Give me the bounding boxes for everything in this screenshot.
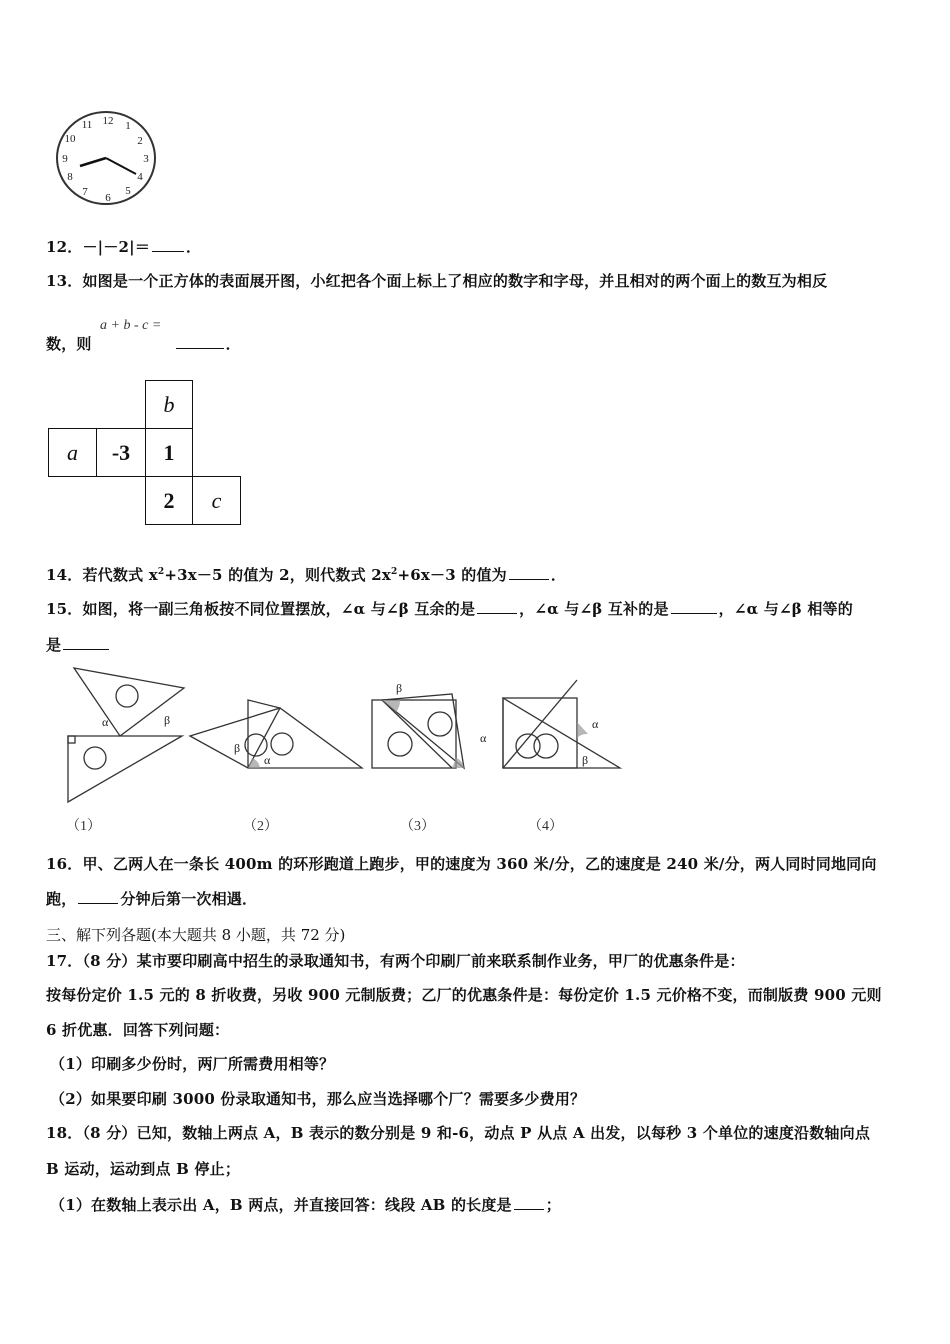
expression-a-plus-b-minus-c: a + b - c = <box>100 318 162 333</box>
clock-figure <box>52 108 162 212</box>
fig1-circle-top <box>116 685 138 707</box>
net-face-b: b <box>145 380 193 429</box>
clock-numeral: 11 <box>81 119 93 131</box>
question-16-line1: 16．甲、乙两人在一条长 400m 的环形跑道上跑步，甲的速度为 360 米/分，乙的速度是 240 米/分，两人同时同地同向 <box>46 855 877 873</box>
answer-blank <box>514 1195 544 1210</box>
clock-hour-hand <box>80 158 106 166</box>
fig3-circle-right <box>428 712 452 736</box>
question-17-line1: 17．（8 分）某市要印刷高中招生的录取通知书，有两个印刷厂前来联系制作业务，甲厂的优惠条件是： <box>46 952 745 970</box>
clock-minute-hand <box>106 158 136 174</box>
fig4-cross-line <box>503 680 577 768</box>
fig1-triangle-bottom <box>68 736 182 802</box>
question-17-sub1: （1）印刷多少份时，两厂所需费用相等？ <box>50 1055 335 1073</box>
clock-numeral: 4 <box>137 171 143 183</box>
question-17-line3: 6 折优惠．回答下列问题： <box>46 1021 230 1039</box>
fig4-alpha-arc <box>577 722 588 738</box>
net-face-2: 2 <box>145 476 193 525</box>
net-face-c: c <box>192 476 241 525</box>
answer-blank <box>78 889 118 904</box>
question-13-line1: 13．如图是一个正方体的表面展开图，小红把各个面上标上了相应的数字和字母，并且相对的两个面上的数互为相反 <box>46 272 828 290</box>
figure-caption-3: （3） <box>400 819 435 834</box>
fig4-circle-right <box>534 734 558 758</box>
fig2-triangle-large <box>190 708 362 768</box>
fig1-right-angle <box>68 736 75 743</box>
net-face-a: a <box>48 428 97 477</box>
fig4-alpha-label: α <box>592 717 599 731</box>
fig1-beta-label: β <box>164 713 171 727</box>
clock-numeral: 5 <box>125 185 131 197</box>
clock-numeral: 9 <box>62 153 68 165</box>
clock-numeral: 10 <box>64 133 76 145</box>
clock-numeral: 3 <box>143 153 149 165</box>
question-15-line2: 是 <box>46 634 111 655</box>
triangle-figures <box>60 660 630 810</box>
fig2-beta-label: β <box>234 741 241 755</box>
fig3-beta-label: β <box>396 681 403 695</box>
question-17-line2: 按每份定价 1.5 元的 8 折收费，另收 900 元制版费；乙厂的优惠条件是：每份定价 1.5 元价格不变，而制版费 900 元则 <box>46 986 882 1004</box>
answer-blank <box>477 599 517 614</box>
figure-caption-2: （2） <box>243 819 278 834</box>
fig4-beta-label: β <box>582 753 589 767</box>
answer-blank <box>509 565 549 580</box>
fig3-square <box>372 700 456 768</box>
question-18-line1: 18．（8 分）已知，数轴上两点 A，B 表示的数分别是 9 和-6，动点 P 从点 A 出发，以每秒 3 个单位的速度沿数轴向点 <box>46 1124 871 1142</box>
answer-blank <box>152 237 184 252</box>
answer-blank <box>176 334 224 349</box>
clock-numeral: 8 <box>67 171 73 183</box>
answer-blank <box>63 635 109 650</box>
question-15-line1: 15．如图，将一副三角板按不同位置摆放，∠α 与∠β 互余的是 ，∠α 与∠β 互补的是 ，∠α 与∠β 相等的 <box>46 600 853 618</box>
question-14: 14．若代数式 $x^2+3x-5$ 的值为 2，则代数式 $2x^2+6x-3$ 的值为 ． <box>46 566 567 584</box>
question-16-line2: 跑， 分钟后第一次相遇． <box>46 890 258 908</box>
figure-caption-4: （4） <box>528 819 563 834</box>
fig3-alpha-label: α <box>480 731 487 745</box>
question-13-line2: 数，则 ． <box>46 335 241 353</box>
answer-blank <box>671 599 717 614</box>
fig1-alpha-label: α <box>102 715 109 729</box>
fig4-triangle <box>503 698 620 768</box>
net-face-1: 1 <box>145 428 193 477</box>
fig2-circle-right <box>271 733 293 755</box>
question-12: 12．－|－2|＝ ． <box>46 238 202 256</box>
fig4-square <box>503 698 577 768</box>
clock-numeral: 12 <box>102 115 114 127</box>
fig3-circle-left <box>388 732 412 756</box>
figure-caption-1: （1） <box>66 819 101 834</box>
clock-numeral: 1 <box>125 120 131 132</box>
question-18-sub1: （1）在数轴上表示出 A，B 两点，并直接回答：线段 AB 的长度是 ； <box>50 1196 561 1214</box>
fig3-beta-arc <box>382 700 400 712</box>
fig2-alpha-label: α <box>264 753 271 767</box>
net-face-minus3: -3 <box>96 428 146 477</box>
clock-numeral: 7 <box>82 186 88 198</box>
fig2-alpha-arc <box>248 758 260 768</box>
question-18-line2: B 运动，运动到点 B 停止； <box>46 1160 241 1178</box>
fig1-circle-bottom <box>84 747 106 769</box>
clock-numeral: 2 <box>137 135 143 147</box>
clock-numeral: 6 <box>105 192 111 204</box>
question-17-sub2: （2）如果要印刷 3000 份录取通知书，那么应当选择哪个厂？需要多少费用？ <box>50 1090 586 1108</box>
section-heading: 三、解下列各题(本大题共 8 小题，共 72 分) <box>46 926 346 944</box>
